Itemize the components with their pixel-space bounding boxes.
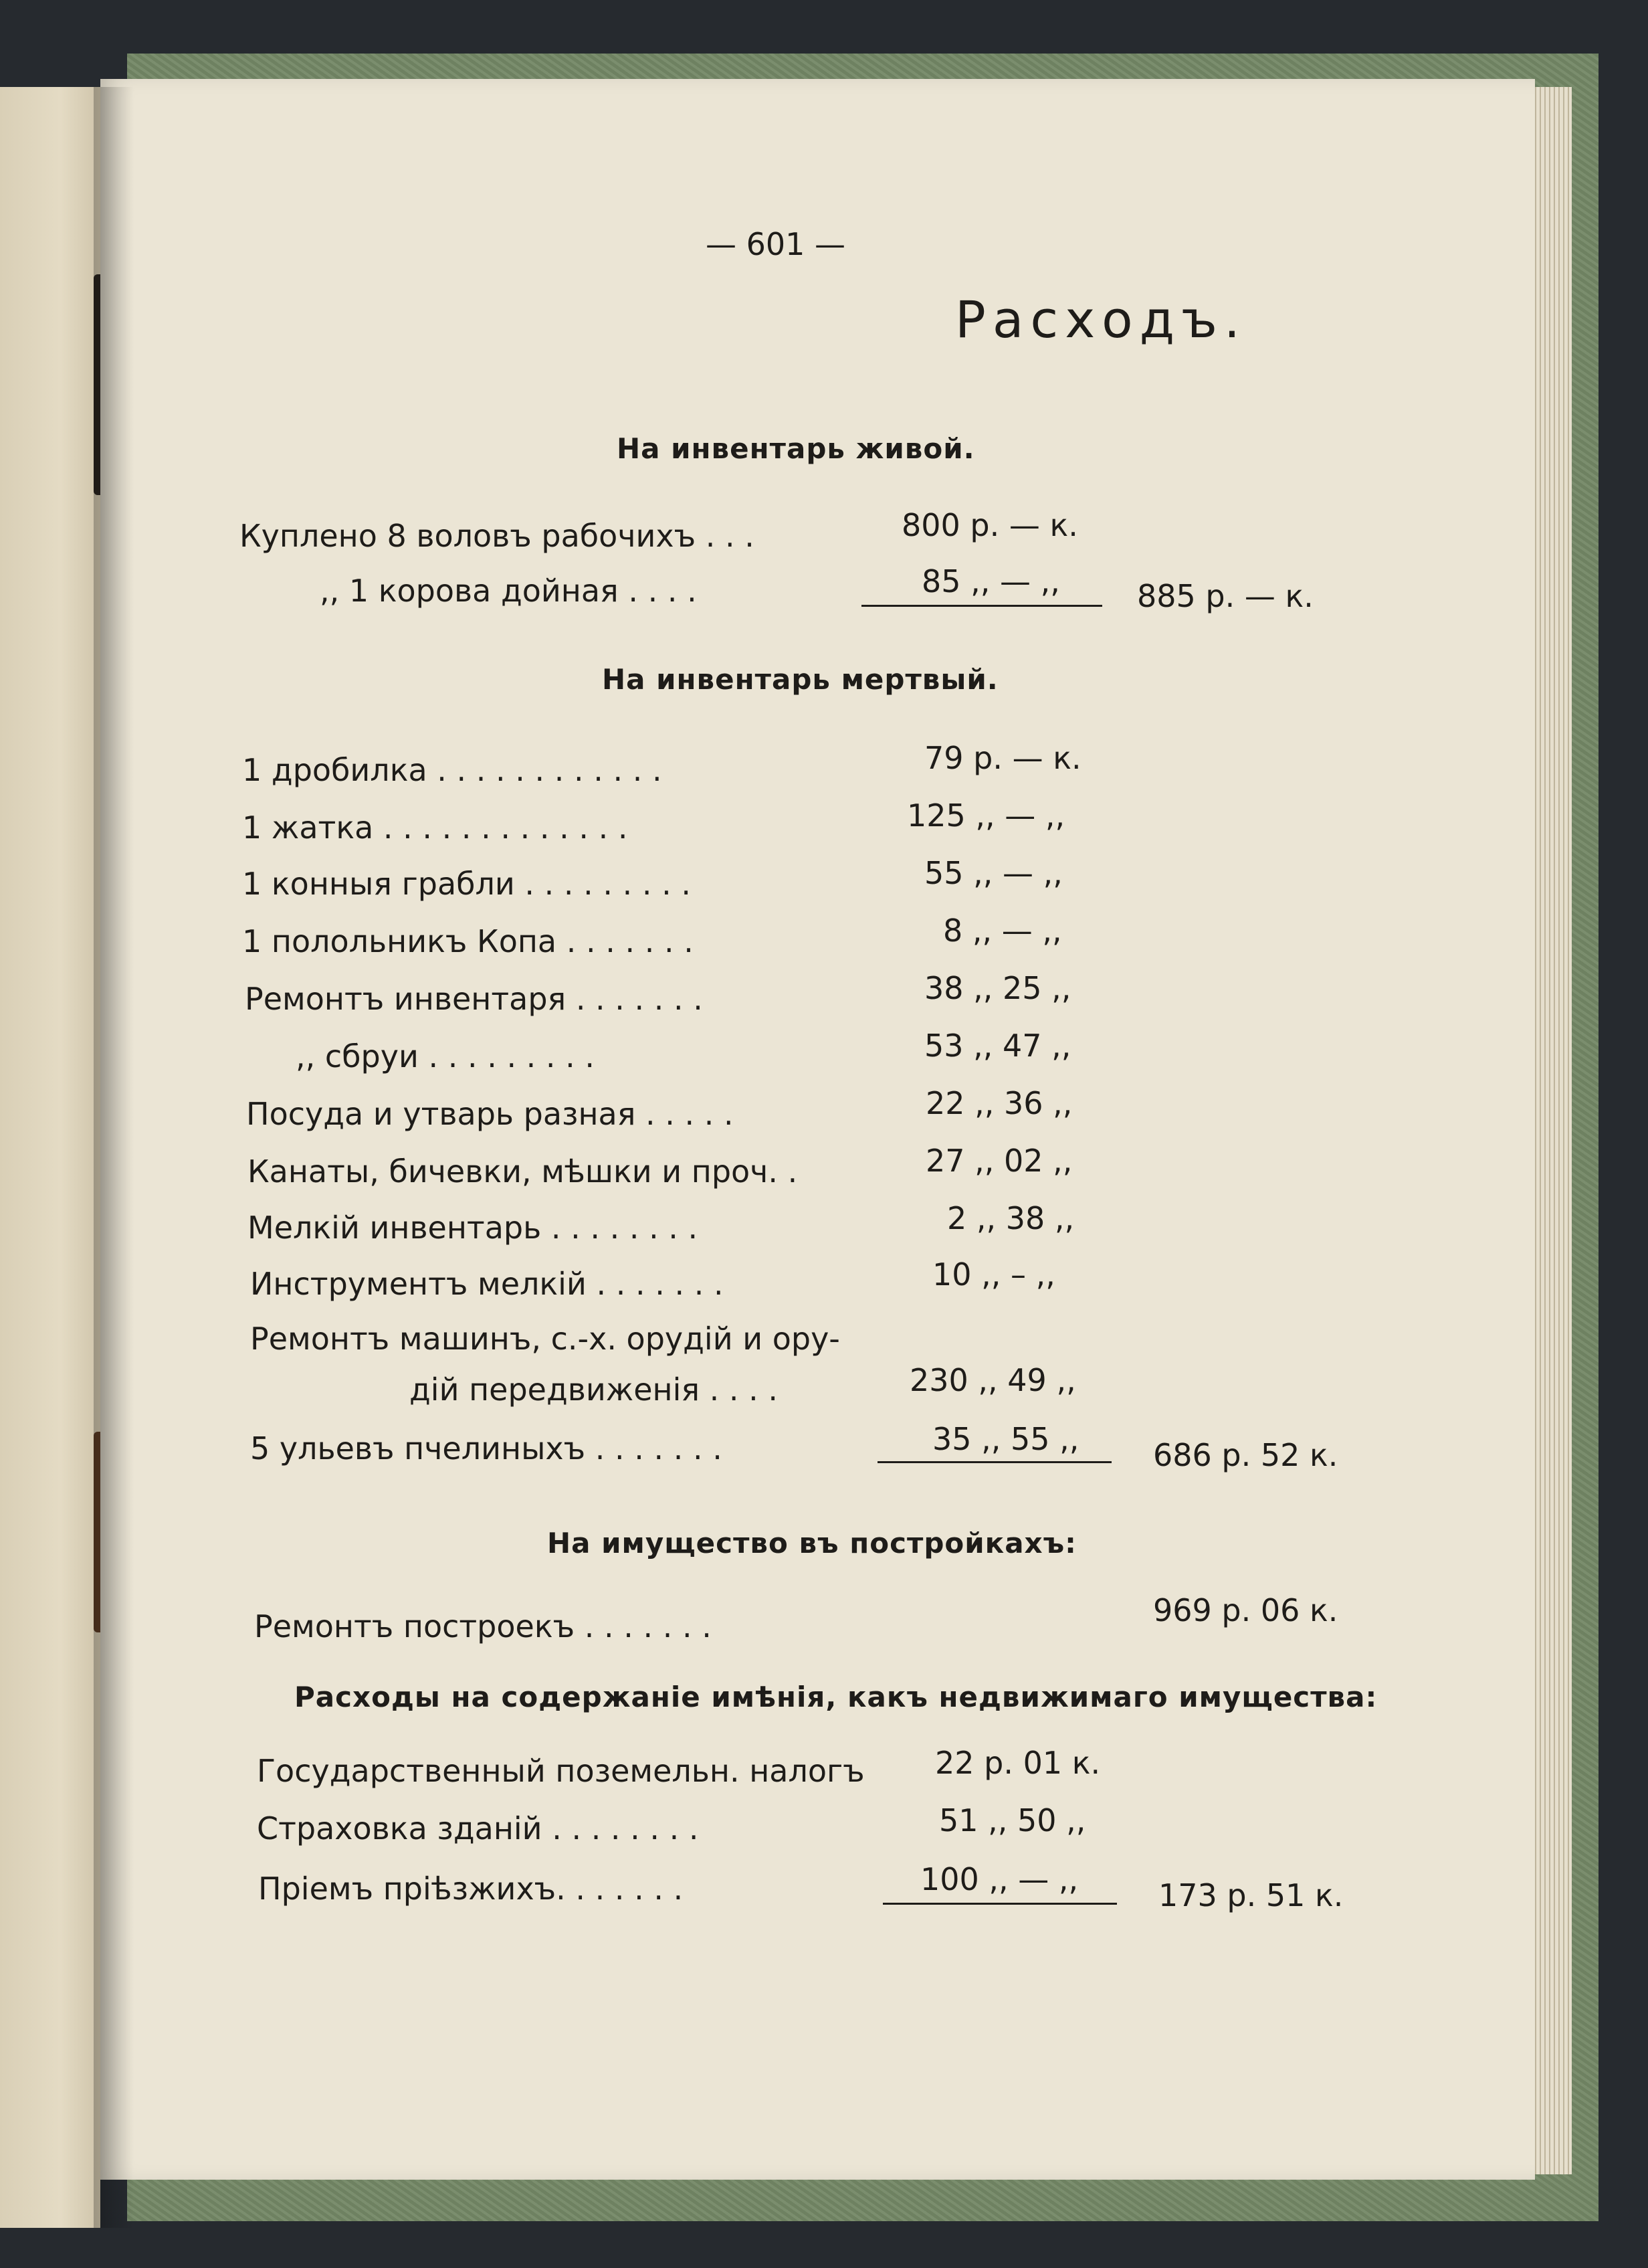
item-amount: 35 ,, 55 ,,	[932, 1421, 1079, 1457]
item-amount: 22 ,, 36 ,,	[926, 1085, 1073, 1121]
item-label: Ремонтъ построекъ . . . . . . .	[254, 1608, 712, 1644]
item-amount: 85 ,, — ,,	[922, 563, 1060, 599]
item-amount: 27 ,, 02 ,,	[926, 1143, 1073, 1179]
item-label: Государственный поземельн. налогъ	[257, 1753, 865, 1789]
subtotal-rule	[883, 1903, 1117, 1905]
section-heading: Расходы на содержаніе имѣнія, какъ недвижимаго имущества:	[294, 1681, 1378, 1713]
item-amount: 51 ,, 50 ,,	[939, 1802, 1086, 1838]
item-label: Мелкій инвентарь . . . . . . . .	[247, 1210, 698, 1246]
item-label: Куплено 8 воловъ рабочихъ . . .	[239, 518, 754, 554]
item-label: Страховка зданій . . . . . . . .	[257, 1810, 699, 1847]
item-amount: 79 р. — к.	[924, 740, 1082, 776]
item-label: 1 полольникъ Копа . . . . . . .	[242, 923, 694, 959]
item-amount: 10 ,, – ,,	[932, 1256, 1055, 1293]
section-total: 173 р. 51 к.	[1158, 1877, 1344, 1913]
section-heading: На инвентарь мертвый.	[602, 663, 999, 696]
item-label: Инструментъ мелкій . . . . . . .	[250, 1266, 724, 1302]
item-amount: 55 ,, — ,,	[924, 855, 1063, 891]
item-amount: 125 ,, — ,,	[907, 797, 1065, 834]
item-label: ,, 1 корова дойная . . . .	[320, 573, 697, 609]
item-amount: 38 ,, 25 ,,	[924, 970, 1071, 1006]
page-number: — 601 —	[706, 226, 846, 262]
page-title: Расходъ.	[955, 290, 1247, 349]
item-label: Ремонтъ машинъ, с.-х. орудій и ору-	[250, 1321, 840, 1357]
item-label: Канаты, бичевки, мѣшки и проч. .	[247, 1153, 798, 1190]
item-amount: 800 р. — к.	[902, 507, 1078, 543]
item-label: Посуда и утварь разная . . . . .	[246, 1096, 734, 1132]
left-page-edge	[0, 87, 100, 2228]
page-stack-edge	[1532, 87, 1572, 2174]
subtotal-rule	[861, 605, 1102, 607]
subtotal-rule	[878, 1461, 1112, 1463]
item-label: 5 ульевъ пчелиныхъ . . . . . . .	[250, 1430, 722, 1467]
item-amount: 230 ,, 49 ,,	[910, 1362, 1076, 1398]
section-total: 969 р. 06 к.	[1153, 1592, 1338, 1628]
item-label: ,, сбруи . . . . . . . . .	[296, 1038, 595, 1074]
item-label: дій передвиженія . . . .	[409, 1372, 779, 1408]
page-gutter-shadow	[94, 87, 134, 2228]
item-label: Ремонтъ инвентаря . . . . . . .	[245, 981, 703, 1017]
item-amount: 22 р. 01 к.	[935, 1745, 1101, 1781]
section-heading: На имущество въ постройкахъ:	[547, 1527, 1077, 1560]
section-total: 885 р. — к.	[1137, 578, 1314, 614]
item-label: 1 дробилка . . . . . . . . . . . .	[242, 752, 662, 788]
section-total: 686 р. 52 к.	[1153, 1437, 1338, 1473]
item-amount: 100 ,, — ,,	[920, 1861, 1079, 1897]
item-amount: 2 ,, 38 ,,	[947, 1200, 1075, 1236]
item-label: 1 жатка . . . . . . . . . . . . .	[242, 810, 628, 846]
item-amount: 53 ,, 47 ,,	[924, 1028, 1071, 1064]
item-amount: 8 ,, — ,,	[943, 913, 1062, 949]
item-label: Пріемъ пріѣзжихъ. . . . . . .	[258, 1871, 684, 1907]
item-label: 1 конныя грабли . . . . . . . . .	[242, 866, 691, 902]
section-heading: На инвентарь живой.	[617, 432, 975, 465]
